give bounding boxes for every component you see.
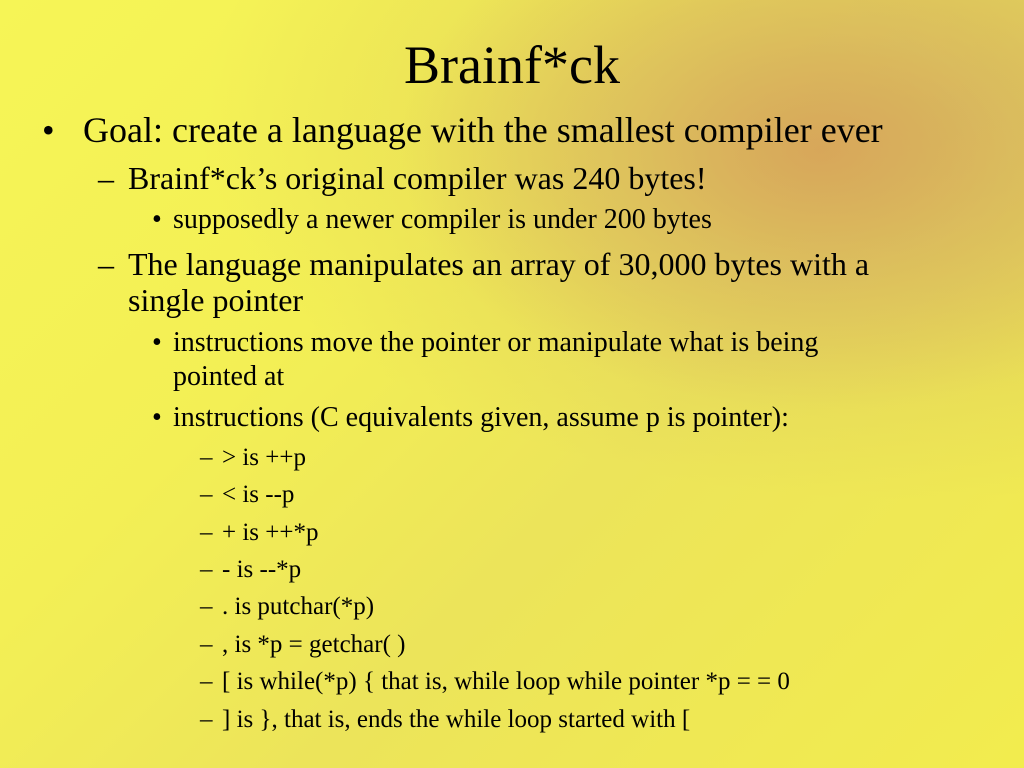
bullet-item [42,110,883,150]
sub-sub-bullet-item [152,401,789,435]
dash-marker: – [200,519,213,546]
instruction-item [200,554,301,586]
instruction-text: . is putchar(*p) [222,593,375,620]
slide-title: Brainf*ck [404,35,620,95]
instruction-item [200,442,306,474]
instruction-item [200,629,405,661]
sub-sub-bullet-text: supposedly a newer compiler is under 200 bytes [173,204,712,235]
dash-marker: – [200,593,213,620]
sub-bullet-item [98,160,707,196]
instruction-item [200,704,690,736]
instruction-text: [ is while(*p) { that is, while loop while pointer *p = = 0 [222,668,790,695]
sub-bullet-text: The language manipulates an array of 30,000 bytes with a [128,246,870,282]
sub-sub-bullet-continuation [173,360,284,394]
sub-bullet-continuation [128,282,303,318]
dash-marker: – [200,481,213,508]
dash-marker: – [98,160,114,196]
dash-marker: – [200,631,213,658]
sub-sub-bullet-text: pointed at [173,361,285,392]
dash-marker: – [98,246,114,282]
sub-bullet-text: single pointer [128,282,304,318]
dash-marker: – [200,556,213,583]
instruction-text: > is ++p [222,444,306,471]
dash-marker: – [200,706,213,733]
bullet-marker: • [42,110,55,150]
instruction-text: ] is }, that is, ends the while loop started with [ [222,706,691,733]
bullet-marker: • [152,402,162,433]
instruction-text: + is ++*p [222,519,319,546]
sub-sub-bullet-text: instructions (C equivalents given, assume p is pointer): [173,402,789,433]
sub-sub-bullet-item [152,203,712,237]
sub-bullet-item [98,246,869,282]
sub-bullet-text: Brainf*ck’s original compiler was 240 bytes! [128,160,707,196]
sub-sub-bullet-item [152,326,818,360]
dash-marker: – [200,668,213,695]
instruction-text: < is --p [222,481,295,508]
instruction-item [200,666,790,698]
bullet-marker: • [152,204,162,235]
instruction-text: , is *p = getchar( ) [222,631,406,658]
instruction-text: - is --*p [222,556,302,583]
instruction-item [200,517,318,549]
instruction-item [200,479,294,511]
bullet-marker: • [152,327,162,358]
dash-marker: – [200,444,213,471]
instruction-item [200,591,374,623]
bullet-text: Goal: create a language with the smallest compiler ever [83,110,883,150]
sub-sub-bullet-text: instructions move the pointer or manipulate what is being [173,327,819,358]
